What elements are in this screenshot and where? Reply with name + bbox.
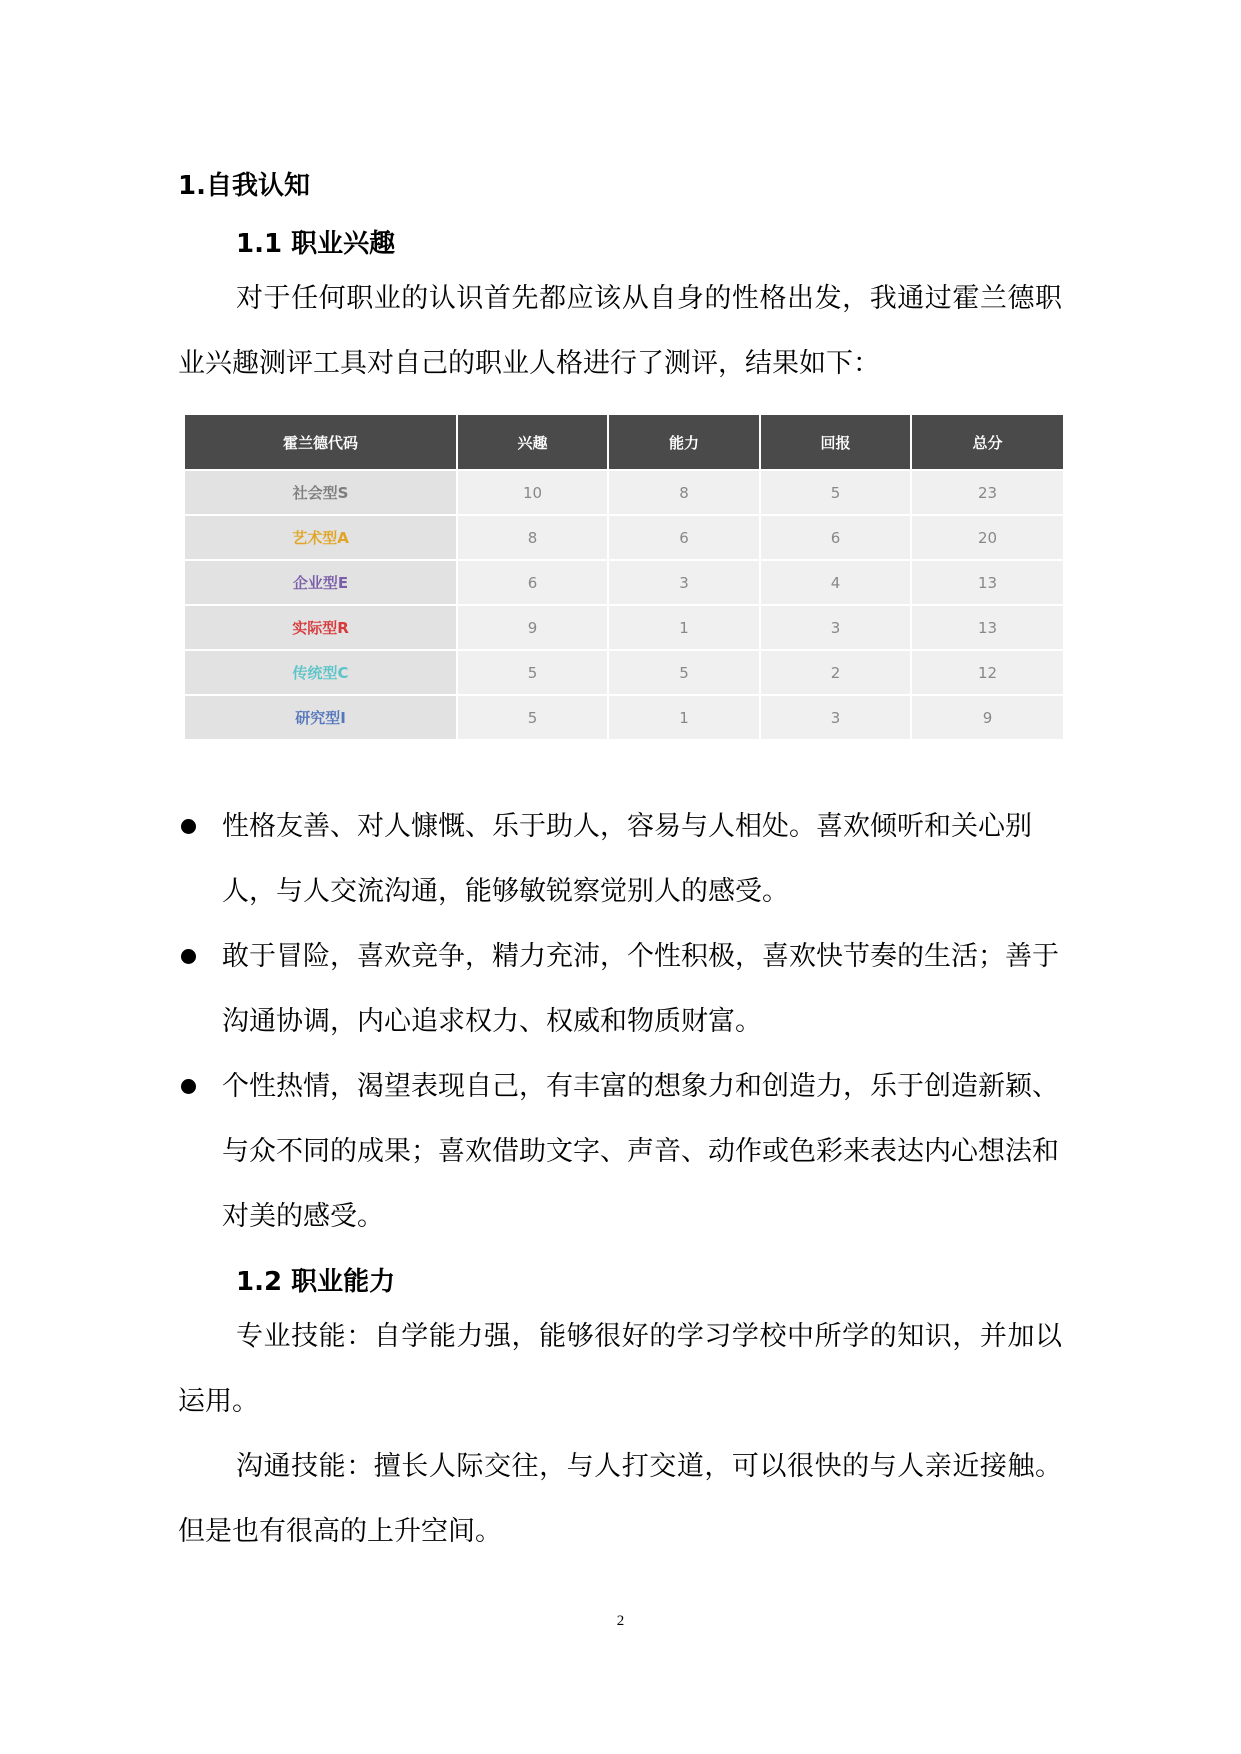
row-total-cell: 13 [911,605,1063,650]
row-total-cell: 9 [911,695,1063,739]
bullet-dot-icon [181,819,196,834]
row-interest-cell: 6 [457,560,608,605]
row-interest-cell: 9 [457,605,608,650]
row-type-cell: 艺术型A [185,515,457,560]
row-reward-cell: 4 [760,560,911,605]
header-ability: 能力 [608,415,760,470]
intro-paragraph: 对于任何职业的认识首先都应该从自身的性格出发，我通过霍兰德职业兴趣测评工具对自己的职业人格进行了测评，结果如下： [178,283,1062,379]
bullet-item [178,1054,1068,1249]
communication-skill-paragraph: 沟通技能：擅长人际交往，与人打交道，可以很快的与人亲近接触。但是也有很高的上升空间。 [178,1451,1062,1547]
row-ability-cell: 8 [608,470,760,515]
header-total: 总分 [911,415,1063,470]
professional-skill-paragraph: 专业技能：自学能力强，能够很好的学习学校中所学的知识，并加以运用。 [178,1321,1062,1417]
row-reward-cell: 3 [760,605,911,650]
row-type-cell: 实际型R [185,605,457,650]
row-type-cell: 研究型I [185,695,457,739]
row-total-cell: 20 [911,515,1063,560]
table-row [185,470,1063,515]
table-row [185,605,1063,650]
row-ability-cell: 6 [608,515,760,560]
row-total-cell: 12 [911,650,1063,695]
table-row [185,695,1063,739]
row-interest-cell: 5 [457,650,608,695]
row-ability-cell: 3 [608,560,760,605]
row-type-cell: 传统型C [185,650,457,695]
table-row [185,515,1063,560]
row-reward-cell: 6 [760,515,911,560]
personality-bullet-list [178,794,1068,1249]
row-ability-cell: 5 [608,650,760,695]
row-total-cell: 23 [911,470,1063,515]
header-holland-code: 霍兰德代码 [185,415,457,470]
row-interest-cell: 10 [457,470,608,515]
table-row [185,650,1063,695]
header-interest: 兴趣 [457,415,608,470]
subsection-heading-ability: 1.2 职业能力 [236,1267,396,1297]
bullet-text: 性格友善、对人慷慨、乐于助人，容易与人相处。喜欢倾听和关心别人，与人交流沟通，能够敏锐察觉别人的感受。 [222,811,1032,907]
row-ability-cell: 1 [608,605,760,650]
row-ability-cell: 1 [608,695,760,739]
row-reward-cell: 5 [760,470,911,515]
row-reward-cell: 3 [760,695,911,739]
header-reward: 回报 [760,415,911,470]
row-type-cell: 企业型E [185,560,457,605]
row-reward-cell: 2 [760,650,911,695]
section-heading: 1.自我认知 [178,171,310,201]
bullet-text: 敢于冒险，喜欢竞争，精力充沛，个性积极，喜欢快节奏的生活；善于沟通协调，内心追求权力、权威和物质财富。 [222,941,1059,1037]
bullet-dot-icon [181,949,196,964]
row-total-cell: 13 [911,560,1063,605]
page-number: 2 [616,1613,625,1629]
holland-code-table [185,415,1063,739]
subsection-heading-interest: 1.1 职业兴趣 [236,229,396,259]
row-interest-cell: 8 [457,515,608,560]
row-type-cell: 社会型S [185,470,457,515]
bullet-item [178,794,1068,924]
row-interest-cell: 5 [457,695,608,739]
bullet-item [178,924,1068,1054]
table-header-row [185,415,1063,470]
bullet-dot-icon [181,1079,196,1094]
bullet-text: 个性热情，渴望表现自己，有丰富的想象力和创造力，乐于创造新颖、与众不同的成果；喜欢借助文字、声音、动作或色彩来表达内心想法和对美的感受。 [222,1071,1059,1232]
table-row [185,560,1063,605]
holland-table-image [185,415,1063,727]
